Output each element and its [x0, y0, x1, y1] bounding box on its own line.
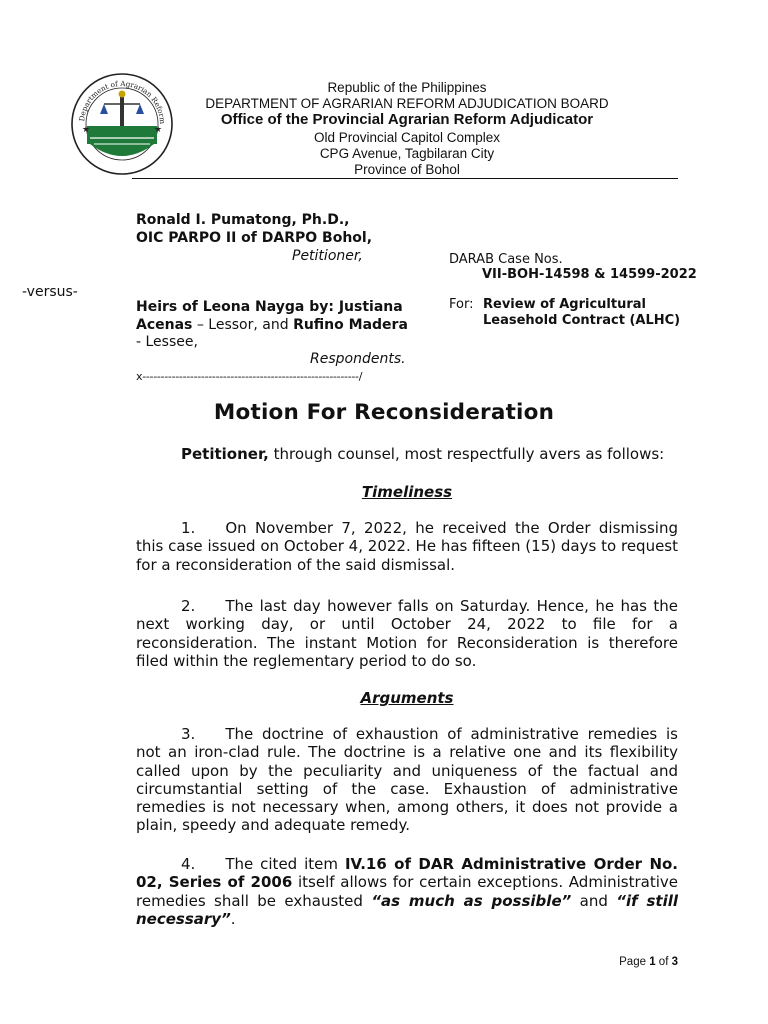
- header-rule: [132, 178, 678, 179]
- paragraph-2-num: 2.: [181, 597, 196, 615]
- respondent-line-1: Heirs of Leona Nayga by: Justiana: [136, 299, 403, 315]
- paragraph-4-quote-2: “if still necessary”: [136, 891, 678, 928]
- case-label: DARAB Case Nos.: [449, 252, 563, 267]
- section-arguments: Arguments: [360, 689, 454, 707]
- paragraph-4-num: 4.: [181, 855, 196, 873]
- for-line-1: Review of Agricultural: [483, 297, 646, 312]
- page-total: 3: [671, 956, 678, 968]
- intro-paragraph: [136, 445, 678, 463]
- page-label: Page: [619, 956, 650, 968]
- header-address-1: Old Provincial Capitol Complex: [313, 130, 501, 145]
- paragraph-1: [136, 519, 678, 574]
- respondents-role: Respondents.: [310, 351, 406, 367]
- section-timeliness: Timeliness: [361, 483, 453, 501]
- page-of-label: of: [655, 956, 672, 968]
- respondent-line-3: - Lessee,: [136, 334, 198, 350]
- paragraph-3-num: 3.: [181, 725, 196, 743]
- header-republic: Republic of the Philippines: [327, 80, 487, 95]
- darab-seal-icon: [70, 72, 174, 176]
- paragraph-1-text: On November 7, 2022, he received the Order dismissing this case issued on October 4, 2022. He has fifteen (15) days to request for a reconsideration of the said dismissal.: [136, 519, 678, 574]
- page-current: 1: [649, 956, 656, 968]
- paragraph-3: [136, 725, 678, 835]
- intro-rest: through counsel, most respectfully avers as follows:: [268, 445, 665, 463]
- svg-text:★: ★: [82, 125, 91, 135]
- paragraph-4-t2: itself allows for certain exceptions. Administrative remedies shall be exhausted: [136, 873, 678, 910]
- paragraph-1-num: 1.: [181, 519, 196, 537]
- caption-x-line: x-----------------------------------------------------------/: [136, 370, 363, 383]
- paragraph-4: [136, 855, 678, 928]
- versus-label: -versus-: [22, 284, 78, 300]
- paragraph-2: [136, 597, 678, 670]
- header-office: Office of the Provincial Agrarian Reform Adjudicator: [220, 111, 594, 128]
- paragraph-4-citation: IV.16 of DAR Administrative Order No. 02, Series of 2006: [136, 855, 678, 892]
- respondent-lessor: – Lessor, and: [192, 317, 294, 333]
- respondent-madera: Rufino Madera: [293, 317, 408, 333]
- intro-petitioner: Petitioner,: [181, 445, 269, 463]
- petitioner-role: Petitioner,: [292, 248, 363, 264]
- svg-text:★: ★: [154, 125, 163, 135]
- for-line-2: Leasehold Contract (ALHC): [483, 313, 681, 328]
- for-label: For:: [449, 297, 474, 312]
- page-number: [619, 956, 678, 968]
- darab-seal-logo: [70, 72, 174, 176]
- document-title: Motion For Reconsideration: [213, 400, 555, 425]
- header-address-3: Province of Bohol: [354, 162, 460, 177]
- svg-text:Department of Agrarian Reform: Department of Agrarian Reform: [77, 78, 168, 125]
- header-department: DEPARTMENT OF AGRARIAN REFORM ADJUDICATION BOARD: [205, 96, 609, 111]
- paragraph-4-t3: and: [571, 891, 617, 910]
- respondent-line-2: [136, 317, 408, 334]
- paragraph-2-text: The last day however falls on Saturday. Hence, he has the next working day, or until October 24, 2022 to file for a reconsideration. The instant Motion for Reconsideration is therefore filed within the reglementary period to do so.: [136, 597, 678, 670]
- petitioner-name: Ronald I. Pumatong, Ph.D.,: [136, 212, 350, 228]
- header-address-2: CPG Avenue, Tagbilaran City: [319, 146, 495, 161]
- paragraph-4-quote-1: “as much as possible”: [371, 891, 572, 910]
- paragraph-4-t4: .: [230, 909, 236, 928]
- paragraph-3-text: The doctrine of exhaustion of administrative remedies is not an iron-clad rule. The doctrine is a relative one and its flexibility called upon by the peculiarity and uniqueness of the factual and circumstantial setting of the case. Exhaustion of administrative remedies is not necessary when, among others, it does not provide a plain, speedy and adequate remedy.: [136, 725, 678, 835]
- respondent-acenas: Acenas: [136, 317, 193, 333]
- petitioner-title: OIC PARPO II of DARPO Bohol,: [136, 230, 373, 246]
- paragraph-4-t1: The cited item: [225, 855, 345, 873]
- case-numbers: VII-BOH-14598 & 14599-2022: [482, 267, 697, 282]
